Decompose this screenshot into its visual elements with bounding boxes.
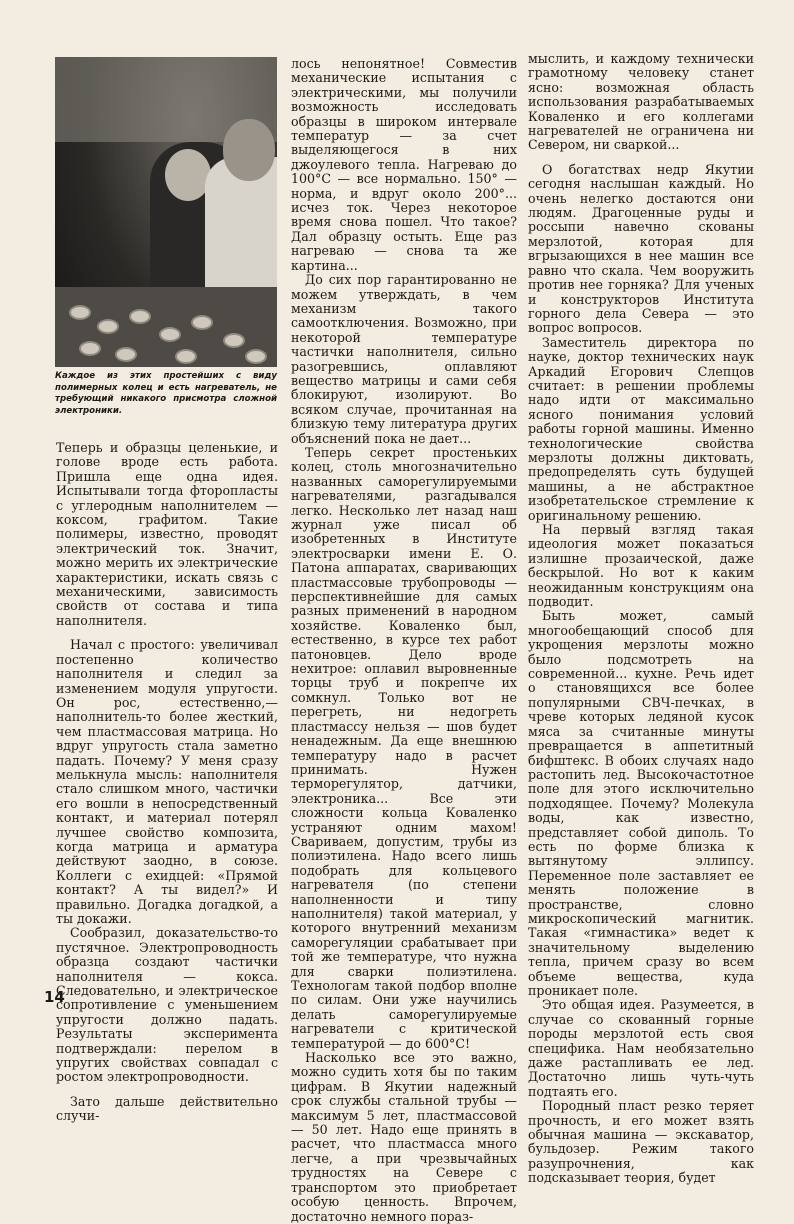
text-column-1 [56,441,278,1124]
photo-polymer-ring [129,309,151,324]
paragraph: мыслить, и каждому технически грамотному человеку станет ясно: возможная область использования разрабатываемых Коваленко и его коллегами нагревателей не ограничена ни Севером, ни сваркой... [528,51,754,153]
photo-polymer-ring [223,333,245,348]
paragraph: На первый взгляд такая идеология может показаться излишне прозаической, даже бескрылой. Но вот к каким неожиданным конструкциям она подводит. [528,522,754,610]
photo-polymer-ring [191,315,213,330]
photo-polymer-ring [115,347,137,362]
photo-polymer-ring [175,349,197,364]
photo-polymer-ring [79,341,101,356]
photo-polymer-ring [97,319,119,334]
text-column-3 [528,52,754,1186]
photo-polymer-ring [245,349,267,364]
paragraph: До сих пор гарантированно не можем утверждать, в чем механизм такого самоотключения. Возможно, при некоторой температуре частички наполнителя, сильно разогревшись, оплавляют вещество матрицы и сами себя блокируют, изолируют. Во всяком случае, прочитанная на близкую тему литература других объяснений пока не дает... [291,272,517,446]
photo-polymer-ring [69,305,91,320]
paragraph: Теперь и образцы целенькие, и голове вроде есть работа. Пришла еще одна идея. Испытывали тогда фторопласты с углеродным наполнителем — коксом, графитом. Такие полимеры, известно, проводят электрический ток. Значит, можно мерить их электрические характеристики, искать связь с механическими, зависимость свойств от состава и типа наполнителя. [56,440,278,628]
paragraph: Заместитель директора по науке, доктор технических наук Аркадий Егорович Слепцов считает: в решении проблемы надо идти от максимально ясного понимания условий работы горной машины. Именно технологические свойства мерзлоты должны диктовать, предопределять суть будущей машины, а не абстрактное изобретательское стремление к оригинальному решению. [528,334,754,523]
paragraph: Быть может, самый многообещающий способ для укрощения мерзлоты можно было подсмотреть на современной... кухне. Речь идет о становящихся все более популярными СВЧ-печках, в чреве которых ледяной кусок мяса за считанные минуты превращается в аппетитный бифштекс. В обоих случаях надо растопить лед. Высокочастотное поле для этого исключительно подходящее. Почему? Молекула воды, как известно, представляет собой диполь. То есть по форме близка к вытянутому эллипсу. Переменное поле заставляет ее менять положение в пространстве, словно микроскопический магнитик. Такая «гимнастика» ведет к значительному выделению тепла, причем сразу во всем объеме вещества, куда проникает поле. [528,608,754,998]
paragraph: Насколько все это важно, можно судить хотя бы по таким цифрам. В Якутии надежный срок службы стальной трубы — максимум 5 лет, пластмассовой — 50 лет. Надо еще принять в расчет, что пластмасса много легче, а при чрезвычайных трудностях на Севере с транспортом это приобретает особую ценность. Впрочем, достаточно немного пораз- [291,1050,517,1224]
paragraph: Зато дальше действительно случи- [56,1093,278,1124]
paragraph: О богатствах недр Якутии сегодня наслышан каждый. Но очень нелегко достаются они людям. Драгоценные руды и россыпи навечно скованы мерзлотой, которая для вгрызающихся в нее машин все равно что скала. Чем вооружить против нее горняка? Для ученых и конструкторов Института горного дела Севера — это вопрос вопросов. [528,161,754,336]
paragraph: Сообразил, доказательство-то пустячное. Электропроводность образца создают частички наполнителя — кокса. Следовательно, и электрическое сопротивление с уменьшением упругости должно падать. Результаты эксперимента подтверждали: перелом в упругих свойствах совпадал с ростом электропроводности. [56,925,278,1085]
photo-man-right-head [223,119,275,181]
article-photo [55,57,277,367]
paragraph: Это общая идея. Разумеется, в случае со скованный горные породы мерзлотой есть своя специфика. Нам необязательно даже растапливать ее лед. Достаточно лишь чуть-чуть подтаять его. [528,997,754,1099]
text-column-2 [291,57,517,1224]
paragraph: Породный пласт резко теряет прочность, и его может взять обычная машина — экскаватор, бульдозер. Режим такого разупрочнения, как подсказывает теория, будет [528,1098,754,1186]
paragraph: лось непонятное! Совместив механические испытания с электрическими, мы получили возможность исследовать образцы в широком интервале температур — за счет выделяющегося в них джоулевого тепла. Нагреваю до 100°С — все нормально. 150° — норма, и вдруг около 200°... исчез ток. Через некоторое время снова пошел. Что такое? Дал образцу остыть. Еще раз нагреваю — снова та же картина... [291,56,517,273]
photo-caption: Каждое из этих простейших с виду полимерных колец и есть нагреватель, не требующий никакого присмотра сложной электроники. [55,371,277,416]
paragraph: Теперь секрет простеньких колец, столь многозначительно названных саморегулируемыми нагревателями, разгадывался легко. Несколько лет назад наш журнал уже писал об изобретенных в Институте электросварки имени Е. О. Патона аппаратах, сваривающих пластмассовые трубопроводы — перспективнейшие для самых разных применений в народном хозяйстве. Коваленко был, естественно, в курсе тех работ патоновцев. Дело вроде нехитрое: оплавил выровненные торцы труб и покрепче их сомкнул. Только вот не перегреть, ни недогреть пластмассу нельзя — шов будет ненадежным. Да еще внешнюю температуру надо в расчет принимать. Нужен терморегулятор, датчики, электроника... Все эти сложности кольца Коваленко устраняют одним махом! Свариваем, допустим, трубы из полиэтилена. Надо всего лишь подобрать для кольцевого нагревателя (по степени наполненности и типу наполнителя) такой материал, у которого внутренний механизм саморегуляции срабатывает при той же температуре, что нужна для сварки полиэтилена. Технологам такой подбор вполне по силам. Они уже научились делать саморегулируемые нагреватели с критической температурой — до 600°С! [291,444,517,1051]
page-number: 14 [44,988,65,1006]
photo-polymer-ring [159,327,181,342]
paragraph: Начал с простого: увеличивал постепенно количество наполнителя и следил за изменением модуля упругости. Он рос, естественно,— наполнитель-то более жесткий, чем пластмассовая матрица. Но вдруг упругость стала заметно падать. Почему? У меня сразу мелькнула мысль: наполнителя стало слишком много, частички его вошли в непосредственный контакт, и материал потерял лучшее свойство композита, когда матрица и арматура действуют заодно, в союзе. Коллеги с ехидцей: «Прямой контакт? А ты видел?» И правильно. Догадка догадкой, а ты докажи. [56,637,278,926]
